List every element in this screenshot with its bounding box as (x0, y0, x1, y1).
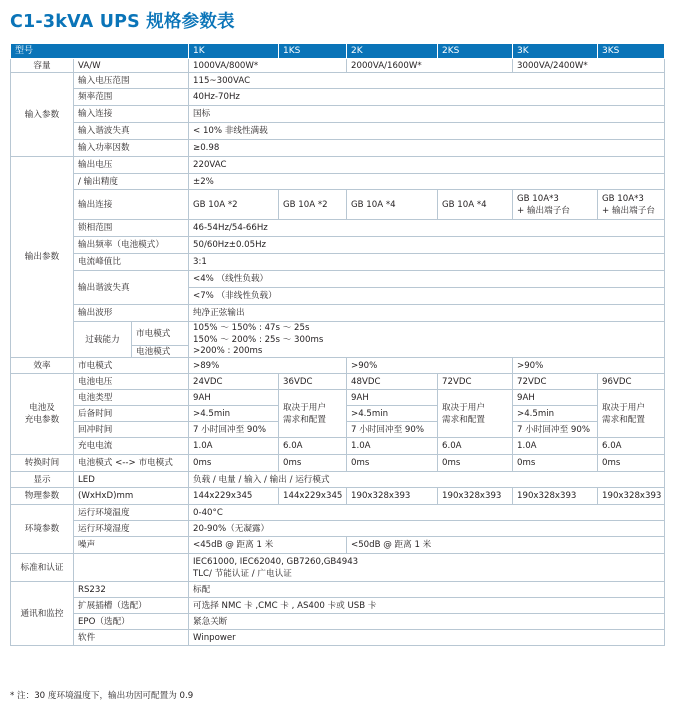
row-label: 电池模式 <--> 市电模式 (74, 455, 189, 472)
row-label: LED (74, 472, 189, 488)
value-cell: GB 10A *2 (189, 190, 279, 220)
value-cell: 36VDC (279, 374, 347, 390)
value-cell: 7 小时回冲至 90% (189, 422, 279, 438)
row-label: 运行环境湿度 (74, 521, 189, 537)
table-row (11, 271, 665, 288)
value-cell: 负载 / 电量 / 输入 / 输出 / 运行模式 (189, 472, 665, 488)
row-label: 输出波形 (74, 305, 189, 322)
row-label: 扩展插槽（选配） (74, 598, 189, 614)
value-cell: GB 10A *4 (438, 190, 513, 220)
header-2k: 2K (347, 44, 438, 59)
table-row (11, 89, 665, 106)
sub-label: 电池模式 (132, 346, 189, 358)
value-cell (513, 190, 598, 220)
value-line: 取决于用户 (442, 402, 485, 413)
value-cell: ±2% (189, 174, 665, 190)
value-cell: 1.0A (513, 438, 598, 455)
table-row (11, 455, 665, 472)
value-cell: 6.0A (598, 438, 665, 455)
table-row (11, 106, 665, 123)
row-label: 电池电压 (74, 374, 189, 390)
value-cell: 可选择 NMC 卡 ,CMC 卡 , AS400 卡或 USB 卡 (189, 598, 665, 614)
row-label: 后备时间 (74, 406, 189, 422)
value-cell: 220VAC (189, 157, 665, 174)
value-cell: GB 10A *4 (347, 190, 438, 220)
table-row (11, 554, 665, 582)
category-cell: 环境参数 (11, 505, 74, 554)
footnote: * 注：30 度环境温度下，输出功因可配置为 0.9 (10, 691, 194, 701)
row-label: 频率范围 (74, 89, 189, 106)
value-cell: 2000VA/1600W* (347, 59, 513, 73)
value-cell: <50dB @ 距离 1 米 (347, 537, 665, 554)
value-cell: 0-40°C (189, 505, 665, 521)
header-1ks: 1KS (279, 44, 347, 59)
value-cell: 6.0A (279, 438, 347, 455)
value-cell: <45dB @ 距离 1 米 (189, 537, 347, 554)
row-label (74, 554, 189, 582)
value-cell: < 10% 非线性满载 (189, 123, 665, 140)
value-line: GB 10A*3 (602, 193, 644, 204)
value-cell: >90% (347, 358, 513, 374)
value-cell: 3000VA/2400W* (513, 59, 665, 73)
value-cell: >200% : 200ms (189, 346, 665, 358)
row-label: RS232 (74, 582, 189, 598)
value-cell: 144x229x345 (189, 488, 279, 505)
table-row (11, 322, 665, 334)
category-cell: 输出参数 (11, 157, 74, 358)
value-line: GB 10A*3 (517, 193, 559, 204)
value-cell: 7 小时回冲至 90% (513, 422, 598, 438)
spec-table (10, 43, 665, 646)
value-cell: 0ms (513, 455, 598, 472)
value-cell: 150% ～ 200% : 25s ～ 300ms (189, 334, 665, 346)
value-cell: 50/60Hz±0.05Hz (189, 237, 665, 254)
header-3k: 3K (513, 44, 598, 59)
value-line: + 输出端子台 (517, 205, 570, 216)
table-row (11, 438, 665, 455)
header-2ks: 2KS (438, 44, 513, 59)
table-row (11, 220, 665, 237)
table-row (11, 305, 665, 322)
table-row (11, 488, 665, 505)
category-cell: 显示 (11, 472, 74, 488)
value-cell: 96VDC (598, 374, 665, 390)
row-label: 噪声 (74, 537, 189, 554)
value-cell: Winpower (189, 630, 665, 646)
value-cell: 6.0A (438, 438, 513, 455)
header-1k: 1K (189, 44, 279, 59)
table-row (11, 630, 665, 646)
page-title: C1-3kVA UPS 规格参数表 (10, 12, 235, 32)
table-row (11, 505, 665, 521)
row-label: 软件 (74, 630, 189, 646)
category-cell: 效率 (11, 358, 74, 374)
value-cell: 0ms (598, 455, 665, 472)
value-cell: 48VDC (347, 374, 438, 390)
value-cell: >90% (513, 358, 665, 374)
row-label: EPO（选配） (74, 614, 189, 630)
row-label: 市电模式 (74, 358, 189, 374)
row-label: 锁相范围 (74, 220, 189, 237)
table-row (11, 123, 665, 140)
table-row (11, 237, 665, 254)
value-cell: 7 小时回冲至 90% (347, 422, 438, 438)
header-3ks: 3KS (598, 44, 665, 59)
value-cell: 72VDC (438, 374, 513, 390)
table-row (11, 174, 665, 190)
category-cell: 通讯和监控 (11, 582, 74, 646)
table-header-row (11, 44, 665, 59)
table-row (11, 59, 665, 73)
value-cell (598, 190, 665, 220)
row-label: 过载能力 (74, 322, 132, 358)
row-label: 运行环境温度 (74, 505, 189, 521)
value-cell: 3:1 (189, 254, 665, 271)
sub-label: 市电模式 (132, 322, 189, 346)
value-cell: 0ms (279, 455, 347, 472)
value-cell: >4.5min (347, 406, 438, 422)
table-row (11, 390, 665, 406)
value-cell: <4% （线性负载） (189, 271, 665, 288)
row-label: 电池类型 (74, 390, 189, 406)
category-cell: 容量 (11, 59, 74, 73)
table-row (11, 374, 665, 390)
value-cell: >4.5min (513, 406, 598, 422)
value-cell (189, 554, 665, 582)
value-cell: 9AH (347, 390, 438, 406)
row-label: VA/W (74, 59, 189, 73)
category-line: 电池及 (29, 403, 55, 413)
value-cell: 9AH (189, 390, 279, 406)
table-row (11, 537, 665, 554)
value-cell: 144x229x345 (279, 488, 347, 505)
value-cell: 72VDC (513, 374, 598, 390)
row-label: 输出连接 (74, 190, 189, 220)
value-cell: GB 10A *2 (279, 190, 347, 220)
value-cell: 0ms (189, 455, 279, 472)
category-cell (11, 374, 74, 455)
row-label: 输入电压范围 (74, 73, 189, 89)
value-cell: 115~300VAC (189, 73, 665, 89)
table-row (11, 358, 665, 374)
row-label: 充电电流 (74, 438, 189, 455)
table-row (11, 157, 665, 174)
row-label: 回冲时间 (74, 422, 189, 438)
value-cell: ≥0.98 (189, 140, 665, 157)
value-cell: 46-54Hz/54-66Hz (189, 220, 665, 237)
value-cell: 1.0A (189, 438, 279, 455)
value-cell: >89% (189, 358, 347, 374)
depends-cell (598, 390, 665, 438)
table-row (11, 472, 665, 488)
table-row (11, 140, 665, 157)
category-cell: 转换时间 (11, 455, 74, 472)
value-cell: 9AH (513, 390, 598, 406)
header-model: 型号 (11, 44, 189, 59)
value-line: + 输出端子台 (602, 205, 655, 216)
value-cell: 紧急关断 (189, 614, 665, 630)
table-row (11, 521, 665, 537)
value-cell: 190x328x393 (438, 488, 513, 505)
depends-cell (438, 390, 513, 438)
value-cell: 国标 (189, 106, 665, 123)
value-cell: 1000VA/800W* (189, 59, 347, 73)
value-cell: 20-90%（无凝露） (189, 521, 665, 537)
value-cell: 纯净正弦输出 (189, 305, 665, 322)
row-label: 输入谐波失真 (74, 123, 189, 140)
value-cell: 190x328x393 (513, 488, 598, 505)
category-line: 充电参数 (24, 415, 60, 425)
value-cell: 105% ～ 150% : 47s ～ 25s (189, 322, 665, 334)
value-line: 取决于用户 (283, 402, 326, 413)
row-label: 输出电压 (74, 157, 189, 174)
depends-cell (279, 390, 347, 438)
value-cell: <7% （非线性负载） (189, 288, 665, 305)
value-cell: 标配 (189, 582, 665, 598)
table-row (11, 254, 665, 271)
value-cell: 190x328x393 (347, 488, 438, 505)
table-row (11, 190, 665, 220)
row-label: 输出谐波失真 (74, 271, 189, 305)
row-label: 输出频率（电池模式） (74, 237, 189, 254)
value-cell: >4.5min (189, 406, 279, 422)
value-cell: 190x328x393 (598, 488, 665, 505)
value-cell: 0ms (438, 455, 513, 472)
value-cell: 1.0A (347, 438, 438, 455)
row-label: 输入功率因数 (74, 140, 189, 157)
table-row (11, 598, 665, 614)
value-line: 取决于用户 (602, 402, 645, 413)
category-cell: 输入参数 (11, 73, 74, 157)
value-cell: 0ms (347, 455, 438, 472)
value-line: IEC61000, IEC62040, GB7260,GB4943 (193, 556, 359, 567)
table-row (11, 614, 665, 630)
value-cell: 40Hz-70Hz (189, 89, 665, 106)
row-label: / 输出精度 (74, 174, 189, 190)
row-label: (WxHxD)mm (74, 488, 189, 505)
value-cell: 24VDC (189, 374, 279, 390)
category-cell: 标准和认证 (11, 554, 74, 582)
row-label: 电流峰值比 (74, 254, 189, 271)
table-row (11, 73, 665, 89)
value-line: TLC/ 节能认证 / 广电认证 (193, 568, 292, 579)
value-line: 需求和配置 (602, 414, 645, 425)
category-cell: 物理参数 (11, 488, 74, 505)
table-row (11, 582, 665, 598)
value-line: 需求和配置 (283, 414, 326, 425)
row-label: 输入连接 (74, 106, 189, 123)
value-line: 需求和配置 (442, 414, 485, 425)
